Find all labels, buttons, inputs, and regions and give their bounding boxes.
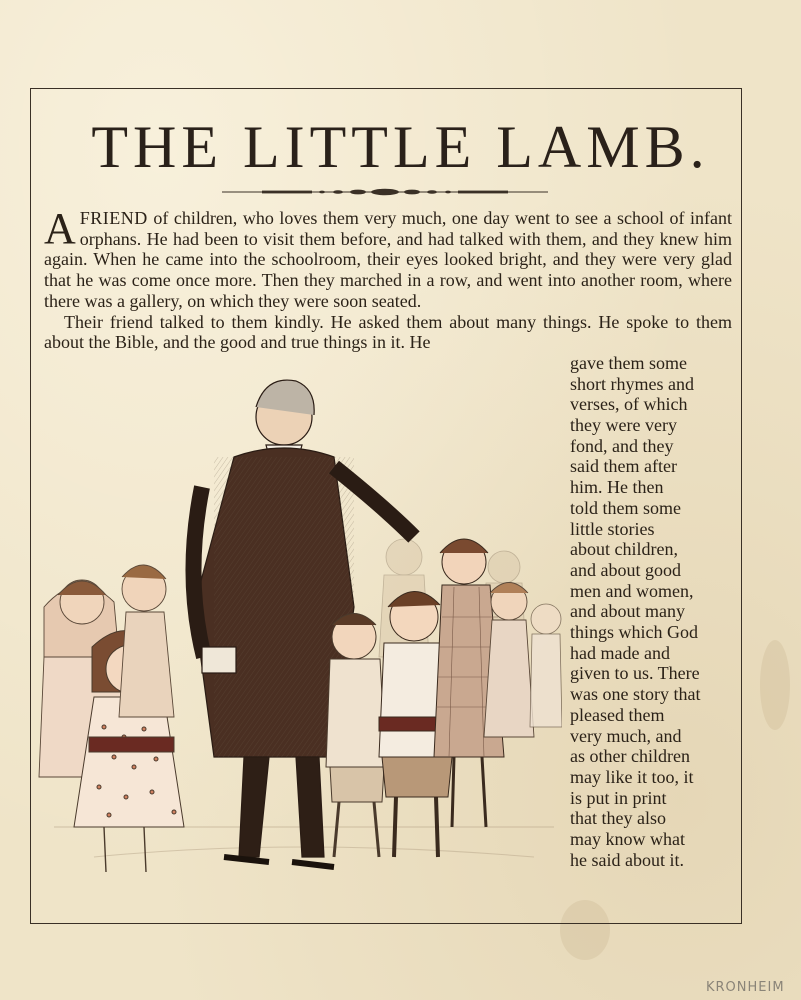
paper-stain <box>760 640 790 730</box>
column-text-line: told them some <box>570 497 681 518</box>
column-text-line: given to us. There <box>570 663 700 684</box>
column-text-line: they were very <box>570 415 677 436</box>
drop-cap: A <box>44 204 76 253</box>
column-text-line: was one story that <box>570 684 701 705</box>
column-text-line: very much, and <box>570 725 682 746</box>
column-text-line: is put in print <box>570 787 667 808</box>
column-text-line: verses, of which <box>570 394 688 415</box>
column-text-line: fond, and they <box>570 435 674 456</box>
column-text-line: pleased them <box>570 704 665 725</box>
page-title: THE LITTLE LAMB. <box>91 114 710 180</box>
artist-signature: KRONHEIM <box>706 980 785 995</box>
paragraph-2-text: Their friend talked to them kindly. He asked them about many things. He spoke to them about the Bible, and the good and true things in it. He <box>44 311 732 353</box>
child-right-edge <box>530 604 562 727</box>
column-text-line: he said about it. <box>570 849 684 870</box>
column-text-line: may like it too, it <box>570 766 694 787</box>
illustration-and-column <box>44 353 732 871</box>
column-text-line: little stories <box>570 518 655 539</box>
paragraph-2 <box>44 312 732 353</box>
title-ornament-rule <box>222 186 548 198</box>
column-text-line: gave them some <box>570 352 687 373</box>
column-text-line: short rhymes and <box>570 373 694 394</box>
column-text-line: men and women, <box>570 580 694 601</box>
small-caps-word: FRIEND <box>79 208 148 228</box>
column-text-line: said them after <box>570 456 677 477</box>
column-text-line: things which God <box>570 622 698 643</box>
column-text-line: him. He then <box>570 477 664 498</box>
paragraph-1-text: of children, who loves them very much, one day went to see a school of infant orphans. He had been to visit them before, and had talked with them, and they knew him again. When he came into the schoolroom, their eyes looked bright, and they were very glad that he was come once more. Then they marched in a row, and went into another room, where there was a gallery, on which they were soon seated. <box>44 208 732 311</box>
column-text-line: about children, <box>570 539 678 560</box>
column-text-line: may know what <box>570 829 685 850</box>
child-girl-curly <box>119 565 174 717</box>
column-text-line: had made and <box>570 642 670 663</box>
column-text-line: as other children <box>570 746 690 767</box>
illustration-drawing <box>34 357 562 882</box>
child-far-right <box>484 582 534 737</box>
column-text-line: that they also <box>570 808 666 829</box>
paragraph-1 <box>44 204 732 312</box>
gentleman-with-children-illustration <box>34 357 562 882</box>
article-body <box>44 204 732 882</box>
column-text-line: and about many <box>570 601 685 622</box>
column-text-line: and about good <box>570 559 681 580</box>
